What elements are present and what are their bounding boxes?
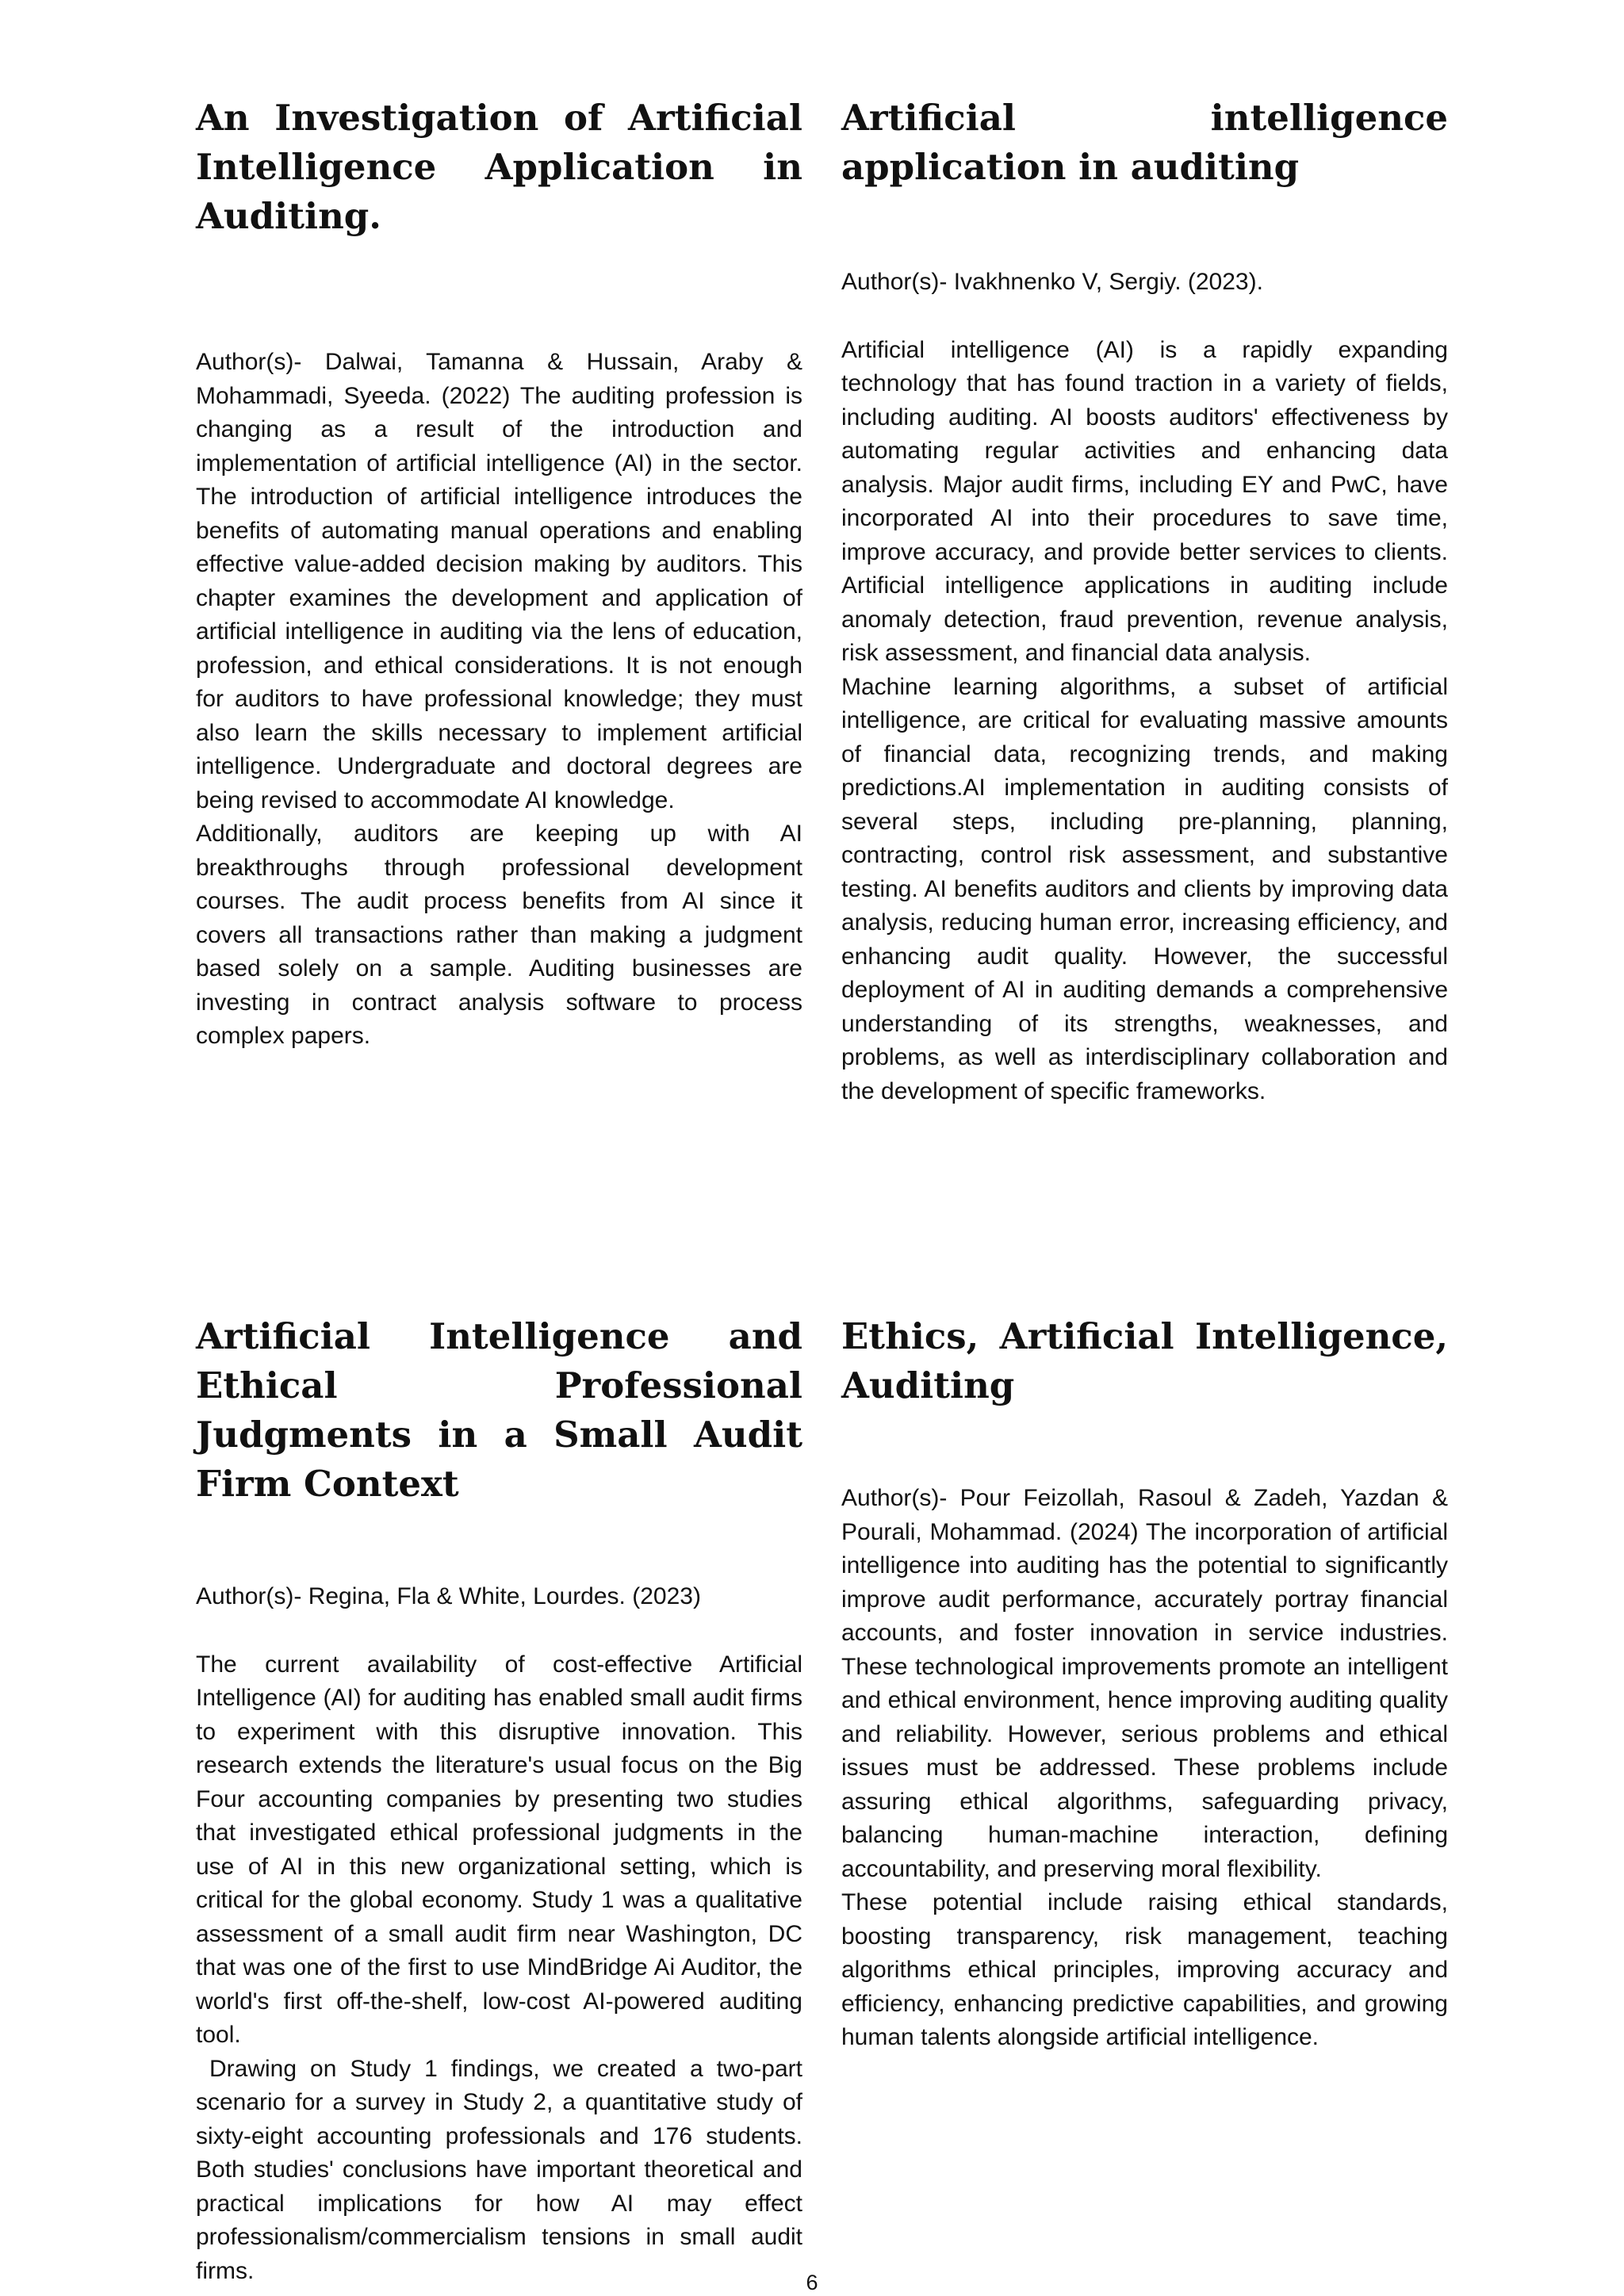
article-2-author: Author(s)- Ivakhnenko V, Sergiy. (2023). [841, 269, 1263, 295]
page-number: 6 [806, 2271, 818, 2294]
article-2 [841, 94, 1448, 1108]
article-3 [196, 1312, 810, 2288]
article-2-paragraph-2: Machine learning algorithms, a subset of artificial intelligence, are critical for evaluating massive amounts of financial data, recognizing trends, and making predictions.AI implementation in auditing consists of several steps, including pre-planning, planning, contracting, control risk assessment, and substantive testing. AI benefits auditors and clients by improving data analysis, reducing human error, increasing efficiency, and enhancing audit quality. However, the successful deployment of AI in auditing demands a comprehensive understanding of its strengths, weaknesses, and problems, as well as interdisciplinary collaboration and the development of specific frameworks. [841, 673, 1448, 1104]
article-4-title: Ethics, Artificial Intelligence, Auditing [841, 1315, 1448, 1406]
article-2-title: Artificial intelligence application in auditing [841, 97, 1448, 188]
article-3-paragraph-2: Drawing on Study 1 findings, we created a two-part scenario for a survey in Study 2, a quantitative study of sixty-eight accounting professionals and 176 students. Both studies' conclusions have important theoretical and practical implications for how AI may effect professionalism/commercialism tensions in small audit firms. [196, 2055, 810, 2284]
article-2-paragraph-1: Artificial intelligence (AI) is a rapidly expanding technology that has found traction in a variety of fields, including auditing. AI boosts auditors' effectiveness by automating regular activities and enhancing data analysis. Major audit firms, including EY and PwC, have incorporated AI into their procedures to save time, improve accuracy, and provide better services to clients. Artificial intelligence applications in auditing include anomaly detection, fraud prevention, revenue analysis, risk assessment, and financial data analysis. [841, 336, 1448, 666]
article-4 [841, 1312, 1448, 2055]
article-1 [196, 94, 802, 1054]
article-4-paragraph-2: These potential include raising ethical standards, boosting transparency, risk management, teaching algorithms ethical principles, improving accuracy and efficiency, enhancing predictive capabilities, and growing human talents alongside artificial intelligence. [841, 1889, 1448, 2050]
article-1-author-abstract: Author(s)- Dalwai, Tamanna & Hussain, Araby & Mohammadi, Syeeda. (2022) The auditing profession is changing as a result of the introduction and implementation of artificial intelligence (AI) in the sector. The introduction of artificial intelligence introduces the benefits of automating manual operations and enabling effective value-added decision making by auditors. This chapter examines the development and application of artificial intelligence in auditing via the lens of education, profession, and ethical considerations. It is not enough for auditors to have professional knowledge; they must also learn the skills necessary to implement artificial intelligence. Undergraduate and doctoral degrees are being revised to accommodate AI knowledge. [196, 349, 802, 813]
article-3-paragraph-1: The current availability of cost-effective Artificial Intelligence (AI) for auditing has enabled small audit firms to experiment with this disruptive innovation. This research extends the literature's usual focus on the Big Four accounting companies by presenting two studies that investigated ethical professional judgments in the use of AI in this new organizational setting, which is critical for the global economy. Study 1 was a qualitative assessment of a small audit firm near Washington, DC that was one of the first to use MindBridge Ai Auditor, the world's first off-the-shelf, low-cost AI-powered auditing tool. [196, 1651, 802, 2048]
article-4-author-abstract: Author(s)- Pour Feizollah, Rasoul & Zadeh, Yazdan & Pourali, Mohammad. (2024) The incorporation of artificial intelligence into auditing has the potential to significantly improve audit performance, accurately portray financial accounts, and foster innovation in service industries. These technological improvements promote an intelligent and ethical environment, hence improving auditing quality and reliability. However, serious problems and ethical issues must be addressed. These problems include assuring ethical algorithms, safeguarding privacy, balancing human-machine interaction, defining accountability, and preserving moral flexibility. [841, 1485, 1448, 1882]
article-1-paragraph-2: Additionally, auditors are keeping up with AI breakthroughs through professional development courses. The audit process benefits from AI since it covers all transactions rather than making a judgment based solely on a sample. Auditing businesses are investing in contract analysis software to process complex papers. [196, 821, 802, 1049]
article-3-title: Artificial Intelligence and Ethical Professional Judgments in a Small Audit Firm Context [196, 1315, 802, 1505]
article-3-author: Author(s)- Regina, Fla & White, Lourdes. (2023) [196, 1583, 701, 1609]
article-1-title: An Investigation of Artificial Intelligence Application in Auditing. [196, 97, 802, 237]
